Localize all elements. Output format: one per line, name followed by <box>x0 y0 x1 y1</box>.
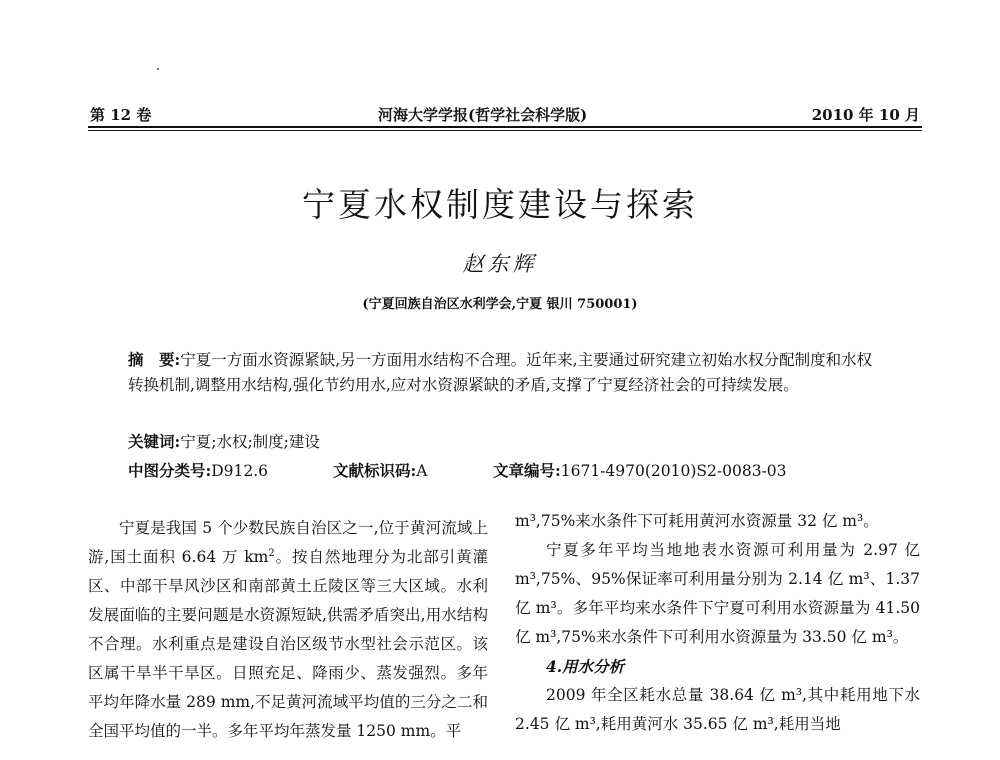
article-title: 宁夏水权制度建设与探索 <box>302 185 698 224</box>
affiliation: (宁夏回族自治区水利学会,宁夏 银川 750001) <box>362 297 638 312</box>
header-date: 2010 年 10 月 <box>811 106 920 124</box>
abstract-label: 摘 要: <box>128 350 181 369</box>
keywords-text: 宁夏;水权;制度;建设 <box>180 433 320 451</box>
paragraph: 宁夏多年平均当地地表水资源可利用量为 2.97 亿 m³,75%、95%保证率可利用量分别为 2.14 亿 m³、1.37 亿 m³。多年平均来水条件下宁夏可利用水资源量为 41.50 亿 m³,75%来水条件下可利用水资源量为 33.50 亿 m³。 <box>515 541 920 646</box>
article-number <box>493 459 787 483</box>
body-left-column <box>88 514 488 746</box>
section-heading: 4.用水分析 <box>546 657 625 676</box>
paragraph-text: 。按自然地理分为北部引黄灌区、中部干旱风沙区和南部黄土丘陵区等三大区域。水利发展面临的主要问题是水资源短缺,供需矛盾突出,用水结构不合理。水利重点是建设自治区级节水型社会示范区。该区属干旱半干旱区。日照充足、降雨少、蒸发强烈。多年平均年降水量 289 mm,不足黄河流域平均值的三分之二和全国平均值的一半。多年平均年蒸发量 1250 mm。平 <box>88 548 488 740</box>
clc-number <box>128 459 268 483</box>
clc-label: 中图分类号: <box>128 461 212 480</box>
document-code <box>333 459 427 483</box>
author-name: 赵东辉 <box>462 252 538 276</box>
abstract <box>128 347 876 398</box>
doc-code-label: 文献标识码: <box>333 461 417 480</box>
header-volume: 第 12 卷 <box>90 106 152 124</box>
keywords-label: 关键词: <box>128 432 181 451</box>
running-header <box>88 104 922 126</box>
paragraph <box>88 514 488 746</box>
paragraph: 2009 年全区耗水总量 38.64 亿 m³,其中耗用地下水 2.45 亿 m³,耗用黄河水 35.65 亿 m³,耗用当地 <box>515 686 920 733</box>
body-right-column <box>515 507 920 739</box>
superscript: 2 <box>268 547 275 559</box>
clc-value: D912.6 <box>211 462 269 480</box>
scan-speck <box>157 68 159 70</box>
abstract-text: 宁夏一方面水资源紧缺,另一方面用水结构不合理。近年来,主要通过研究建立初始水权分配制度和水权转换机制,调整用水结构,强化节约用水,应对水资源紧缺的矛盾,支撑了宁夏经济社会的可持续发展。 <box>128 351 873 394</box>
doc-code-value: A <box>416 462 428 480</box>
keywords <box>128 430 320 454</box>
header-journal: 河海大学学报(哲学社会科学版) <box>378 106 588 124</box>
header-rule-thin <box>88 130 922 131</box>
paragraph-text: 宁夏是我国 5 个少数民族自治区之一,位于黄河流域上游,国土面积 6.64 万 km <box>88 519 488 566</box>
header-rule-thick <box>88 126 922 128</box>
paragraph: m³,75%来水条件下可耗用黄河水资源量 32 亿 m³。 <box>515 512 879 530</box>
article-number-label: 文章编号: <box>493 461 561 480</box>
article-number-value: 1671-4970(2010)S2-0083-03 <box>560 462 787 480</box>
